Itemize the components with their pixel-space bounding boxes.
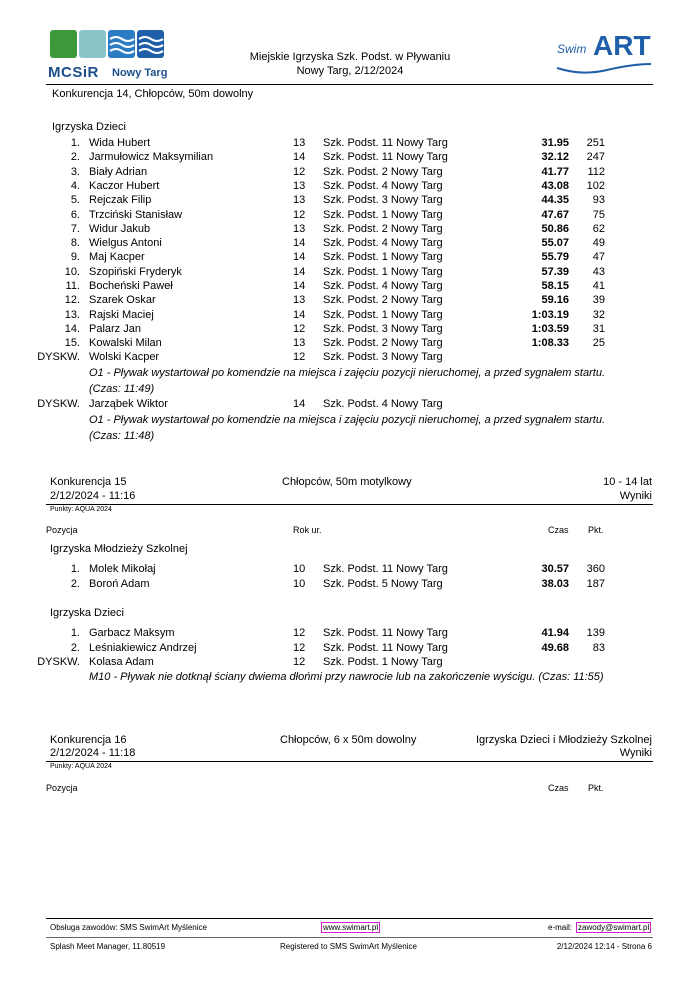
col-points: Pkt. xyxy=(588,525,604,535)
footer-email-label: e-mail: xyxy=(548,923,573,932)
footer-rule-top xyxy=(46,918,653,919)
footer-registered: Registered to SMS SwimArt Myślenice xyxy=(280,942,417,951)
points: 25 xyxy=(592,337,605,350)
points: 247 xyxy=(586,151,605,164)
event16-rule xyxy=(46,761,653,762)
result-row xyxy=(0,223,700,237)
points: 83 xyxy=(592,641,605,654)
swimmer-name: Kaczor Hubert xyxy=(89,179,160,192)
birth-year: 13 xyxy=(293,137,306,149)
logo-text: MCSiR xyxy=(48,64,99,81)
event15-label: Konkurencja 15 xyxy=(50,476,127,488)
swimart-logo xyxy=(553,28,653,80)
footer-website-link[interactable]: www.swimart.pl xyxy=(323,923,379,932)
birth-year: 13 xyxy=(293,194,306,207)
points: 360 xyxy=(586,563,605,575)
birth-year: 14 xyxy=(293,251,306,264)
result-row xyxy=(0,627,700,641)
swimmer-name: Rejczak Filip xyxy=(89,194,152,207)
points: 139 xyxy=(586,627,605,639)
birth-year: 12 xyxy=(293,627,306,639)
points: 49 xyxy=(592,237,605,250)
points: 62 xyxy=(592,222,605,235)
time: 41.94 xyxy=(541,627,569,639)
result-row xyxy=(0,266,700,280)
col-year: Rok ur. xyxy=(293,525,322,535)
points: 39 xyxy=(592,294,605,307)
birth-year: 13 xyxy=(293,222,306,235)
birth-year: 14 xyxy=(293,237,306,250)
swimmer-name: Trzciński Stanisław xyxy=(89,208,183,221)
time: 50.86 xyxy=(541,222,569,235)
swimmer-name: Wolski Kacper xyxy=(89,351,160,363)
result-row xyxy=(0,578,700,592)
time: 58.15 xyxy=(541,280,569,292)
points: 43 xyxy=(592,265,605,278)
time: 49.68 xyxy=(541,641,569,654)
birth-year: 12 xyxy=(293,351,306,363)
time: 47.67 xyxy=(541,208,569,221)
swimmer-name: Wielgus Antoni xyxy=(89,237,162,250)
place: 14. xyxy=(64,322,80,335)
birth-year: 12 xyxy=(293,641,306,654)
time: 1:08.33 xyxy=(531,337,569,350)
place: 3. xyxy=(70,165,80,178)
dsq-reason: O1 - Pływak wystartował po komendzie na miejsca i zajęciu pozycji nieruchomej, a przed sygnałem startu. (Czas: 11:49) xyxy=(89,367,605,395)
footer-service: Obsługa zawodów: SMS SwimArt Myślenice xyxy=(50,923,207,932)
place: DYSKW. xyxy=(37,398,80,410)
club: Szk. Podst. 11 Nowy Targ xyxy=(323,563,448,575)
swimmer-name: Bocheński Paweł xyxy=(89,280,173,292)
points: 32 xyxy=(592,308,605,321)
birth-year: 12 xyxy=(293,208,306,221)
footer-rule-bottom xyxy=(46,937,653,938)
place: 2. xyxy=(70,151,80,164)
result-row xyxy=(0,180,700,194)
birth-year: 12 xyxy=(293,656,306,668)
result-row xyxy=(0,209,700,223)
points: 102 xyxy=(586,179,605,192)
swimmer-name: Jarząbek Wiktor xyxy=(89,398,168,410)
event15-age: 10 - 14 lat xyxy=(603,476,652,488)
event15-status: Wyniki xyxy=(619,490,652,502)
points: 187 xyxy=(586,577,605,590)
result-row xyxy=(0,323,700,337)
club: Szk. Podst. 11 Nowy Targ xyxy=(323,627,448,639)
time: 30.57 xyxy=(541,563,569,575)
event16-label: Konkurencja 16 xyxy=(50,734,127,746)
dsq-reason: M10 - Pływak nie dotknął ściany dwiema dłońmi przy nawrocie lub na zakończenie wyścigu. (Czas: 11:55) xyxy=(89,671,604,683)
swimmer-name: Wida Hubert xyxy=(89,137,151,149)
club: Szk. Podst. 2 Nowy Targ xyxy=(323,294,443,307)
result-row xyxy=(0,656,700,670)
swimmer-name: Szarek Oskar xyxy=(89,294,156,307)
swimmer-name: Jarmułowicz Maksymilian xyxy=(89,151,214,164)
event16-points-table: Punkty: AQUA 2024 xyxy=(50,763,112,770)
event15-group1: Igrzyska Młodzieży Szkolnej xyxy=(50,543,188,555)
event16-col-points: Pkt. xyxy=(588,783,604,793)
place: 1. xyxy=(70,563,80,575)
swimmer-name: Palarz Jan xyxy=(89,322,141,335)
place: DYSKW. xyxy=(37,656,80,668)
event14-group: Igrzyska Dzieci xyxy=(52,121,126,133)
swimmer-name: Rajski Maciej xyxy=(89,308,154,321)
club: Szk. Podst. 3 Nowy Targ xyxy=(323,194,443,207)
points: 251 xyxy=(586,137,605,149)
place: 1. xyxy=(70,137,80,149)
header-rule xyxy=(46,84,653,85)
birth-year: 10 xyxy=(293,563,306,575)
footer-email-link[interactable]: zawody@swimart.pl xyxy=(578,923,650,932)
time: 44.35 xyxy=(541,194,569,207)
result-row xyxy=(0,194,700,208)
result-row xyxy=(0,294,700,308)
points: 112 xyxy=(587,165,605,178)
place: 13. xyxy=(64,308,80,321)
event16-age: Igrzyska Dzieci i Młodzieży Szkolnej xyxy=(475,734,652,746)
birth-year: 12 xyxy=(293,165,306,178)
place: 7. xyxy=(70,222,80,235)
club: Szk. Podst. 1 Nowy Targ xyxy=(323,308,443,321)
result-row xyxy=(0,237,700,251)
result-row xyxy=(0,563,700,577)
swimmer-name: Biały Adrian xyxy=(89,165,148,178)
event15-points-table: Punkty: AQUA 2024 xyxy=(50,506,112,513)
event16-col-time: Czas xyxy=(548,783,569,793)
place: 10. xyxy=(64,265,80,278)
meet-location-date: Nowy Targ, 2/12/2024 xyxy=(296,65,404,77)
result-row xyxy=(0,351,700,365)
swimmer-name: Kolasa Adam xyxy=(89,656,154,668)
footer-software: Splash Meet Manager, 11.80519 xyxy=(50,942,166,951)
club: Szk. Podst. 2 Nowy Targ xyxy=(323,222,443,235)
event15-group2: Igrzyska Dzieci xyxy=(50,607,124,619)
event15-datetime: 2/12/2024 - 11:16 xyxy=(50,490,136,502)
place: DYSKW. xyxy=(37,351,80,363)
footer-page-info: 2/12/2024 12:14 - Strona 6 xyxy=(556,942,652,951)
club: Szk. Podst. 2 Nowy Targ xyxy=(323,337,443,350)
swimart-script: Swim xyxy=(557,42,587,56)
birth-year: 14 xyxy=(293,151,306,164)
meet-title: Miejskie Igrzyska Szk. Podst. w Pływaniu xyxy=(249,51,451,63)
place: 12. xyxy=(64,294,80,307)
points: 41 xyxy=(592,280,605,292)
event14-title: Konkurencja 14, Chłopców, 50m dowolny xyxy=(52,88,254,100)
birth-year: 13 xyxy=(293,337,306,350)
time: 41.77 xyxy=(541,165,569,178)
result-row xyxy=(0,151,700,165)
points: 47 xyxy=(592,251,605,264)
club: Szk. Podst. 11 Nowy Targ xyxy=(323,151,448,164)
event16-datetime: 2/12/2024 - 11:18 xyxy=(50,747,136,759)
col-time: Czas xyxy=(548,525,569,535)
time: 57.39 xyxy=(541,265,569,278)
club: Szk. Podst. 11 Nowy Targ xyxy=(323,641,448,654)
logo-subtext: Nowy Targ xyxy=(112,67,168,79)
time: 43.08 xyxy=(541,179,569,192)
result-row xyxy=(0,642,700,656)
place: 15. xyxy=(64,337,80,350)
birth-year: 14 xyxy=(293,265,306,278)
birth-year: 14 xyxy=(293,280,306,292)
time: 59.16 xyxy=(541,294,569,307)
club: Szk. Podst. 2 Nowy Targ xyxy=(323,165,443,178)
place: 9. xyxy=(70,251,80,264)
club: Szk. Podst. 4 Nowy Targ xyxy=(323,179,443,192)
swimmer-name: Boroń Adam xyxy=(89,577,150,590)
place: 8. xyxy=(70,237,80,250)
time: 31.95 xyxy=(541,137,569,149)
swimmer-name: Leśniakiewicz Andrzej xyxy=(89,641,197,654)
club: Szk. Podst. 4 Nowy Targ xyxy=(323,398,443,410)
club: Szk. Podst. 3 Nowy Targ xyxy=(323,322,443,335)
time: 32.12 xyxy=(541,151,569,164)
swimmer-name: Molek Mikołaj xyxy=(89,563,156,575)
birth-year: 12 xyxy=(293,322,306,335)
birth-year: 14 xyxy=(293,308,306,321)
time: 55.07 xyxy=(541,237,569,250)
event16-col-position: Pozycja xyxy=(46,783,78,793)
club: Szk. Podst. 11 Nowy Targ xyxy=(323,137,448,149)
time: 1:03.19 xyxy=(531,308,569,321)
col-position: Pozycja xyxy=(46,525,78,535)
time: 38.03 xyxy=(541,577,569,590)
birth-year: 14 xyxy=(293,398,306,410)
place: 1. xyxy=(70,627,80,639)
club: Szk. Podst. 4 Nowy Targ xyxy=(323,237,443,250)
club: Szk. Podst. 5 Nowy Targ xyxy=(323,577,443,590)
birth-year: 13 xyxy=(293,179,306,192)
time: 55.79 xyxy=(541,251,569,264)
dsq-reason: O1 - Pływak wystartował po komendzie na miejsca i zajęciu pozycji nieruchomej, a przed sygnałem startu. (Czas: 11:48) xyxy=(89,414,605,442)
place: 6. xyxy=(70,208,80,221)
result-row xyxy=(0,337,700,351)
time: 1:03.59 xyxy=(531,322,569,335)
event15-title: Chłopców, 50m motylkowy xyxy=(282,476,412,488)
club: Szk. Podst. 1 Nowy Targ xyxy=(323,656,443,668)
place: 4. xyxy=(70,179,80,192)
result-row xyxy=(0,137,700,151)
place: 2. xyxy=(70,577,80,590)
event16-title: Chłopców, 6 x 50m dowolny xyxy=(280,734,417,746)
birth-year: 13 xyxy=(293,294,306,307)
place: 11. xyxy=(65,280,80,292)
event15-rule xyxy=(46,504,653,505)
points: 93 xyxy=(592,194,605,207)
result-row xyxy=(0,280,700,294)
club: Szk. Podst. 1 Nowy Targ xyxy=(323,251,443,264)
result-row xyxy=(0,251,700,265)
club: Szk. Podst. 1 Nowy Targ xyxy=(323,208,443,221)
result-row xyxy=(0,309,700,323)
swimmer-name: Maj Kacper xyxy=(89,251,145,264)
club: Szk. Podst. 3 Nowy Targ xyxy=(323,351,443,363)
swimmer-name: Garbacz Maksym xyxy=(89,627,175,639)
place: 5. xyxy=(70,194,80,207)
result-row xyxy=(0,166,700,180)
result-row xyxy=(0,398,700,412)
swimmer-name: Kowalski Milan xyxy=(89,337,162,350)
club: Szk. Podst. 1 Nowy Targ xyxy=(323,265,443,278)
points: 75 xyxy=(592,208,605,221)
points: 31 xyxy=(592,322,605,335)
club: Szk. Podst. 4 Nowy Targ xyxy=(323,280,443,292)
swimmer-name: Szopiński Fryderyk xyxy=(89,265,182,278)
swimart-art: ART xyxy=(593,30,651,61)
birth-year: 10 xyxy=(293,577,306,590)
event16-status: Wyniki xyxy=(619,747,652,759)
swimmer-name: Widur Jakub xyxy=(89,222,151,235)
place: 2. xyxy=(70,641,80,654)
